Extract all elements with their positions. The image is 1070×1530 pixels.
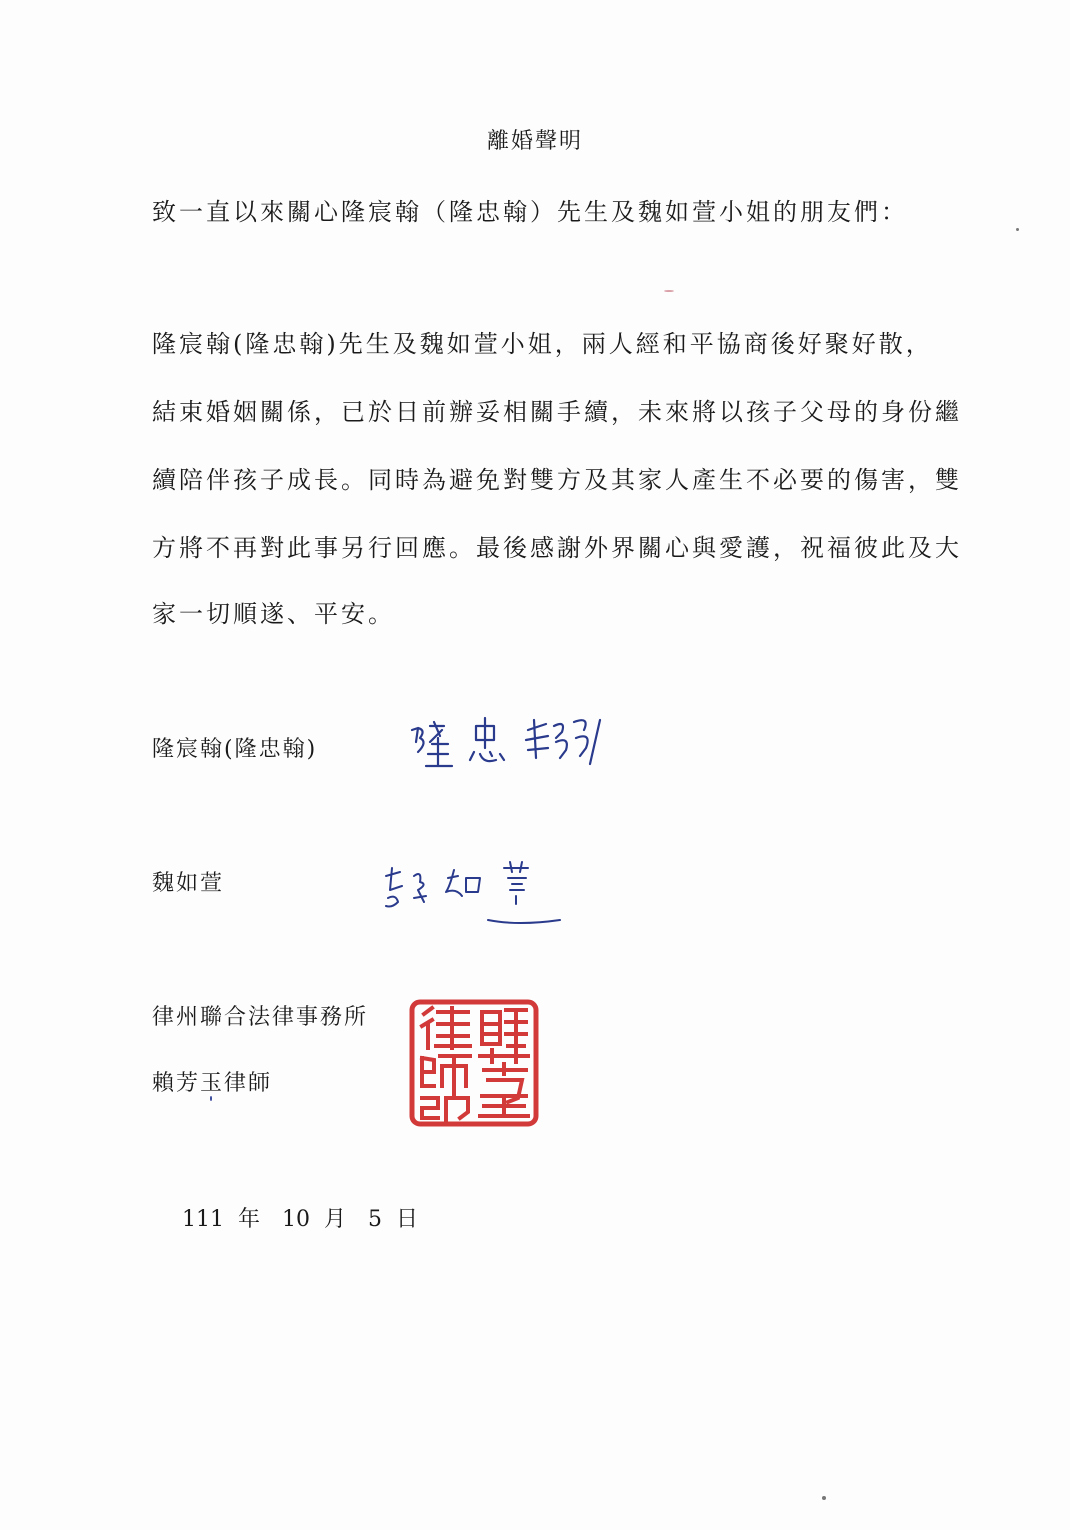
scan-speck	[664, 290, 674, 292]
greeting-line: 致一直以來關心隆宸翰（隆忠翰）先生及魏如萱小姐的朋友們：	[152, 198, 908, 226]
date-month-unit: 月	[324, 1207, 347, 1232]
date-month: 10	[282, 1207, 311, 1232]
law-firm-name: 律州聯合法律事務所	[152, 1005, 369, 1030]
document-title: 離婚聲明	[486, 129, 583, 154]
date-day-unit: 日	[396, 1207, 419, 1232]
body-line-4: 方將不再對此事另行回應。最後感謝外界關心與愛護，祝福彼此及大	[152, 534, 962, 562]
signatory-1-label: 隆宸翰(隆忠翰)	[152, 737, 318, 762]
signature-2-icon	[378, 856, 578, 936]
date-year: 111	[182, 1207, 224, 1232]
scan-speck	[1016, 228, 1019, 231]
scan-speck	[210, 1096, 212, 1101]
scan-speck	[822, 1496, 826, 1500]
body-line-2: 結束婚姻關係，已於日前辦妥相關手續，未來將以孩子父母的身份繼	[152, 398, 962, 426]
signature-1-icon	[404, 708, 624, 778]
date-year-unit: 年	[238, 1207, 261, 1232]
statement-date	[182, 1202, 440, 1233]
date-day: 5	[368, 1207, 383, 1232]
body-line-1: 隆宸翰(隆忠翰)先生及魏如萱小姐，兩人經和平協商後好聚好散，	[152, 330, 933, 358]
signatory-2-label: 魏如萱	[152, 871, 225, 896]
lawyer-name: 賴芳玉律師	[152, 1071, 273, 1096]
lawyer-seal-icon	[408, 998, 540, 1128]
body-line-3: 續陪伴孩子成長。同時為避免對雙方及其家人產生不必要的傷害，雙	[152, 466, 962, 494]
body-line-5: 家一切順遂、平安。	[152, 600, 395, 628]
